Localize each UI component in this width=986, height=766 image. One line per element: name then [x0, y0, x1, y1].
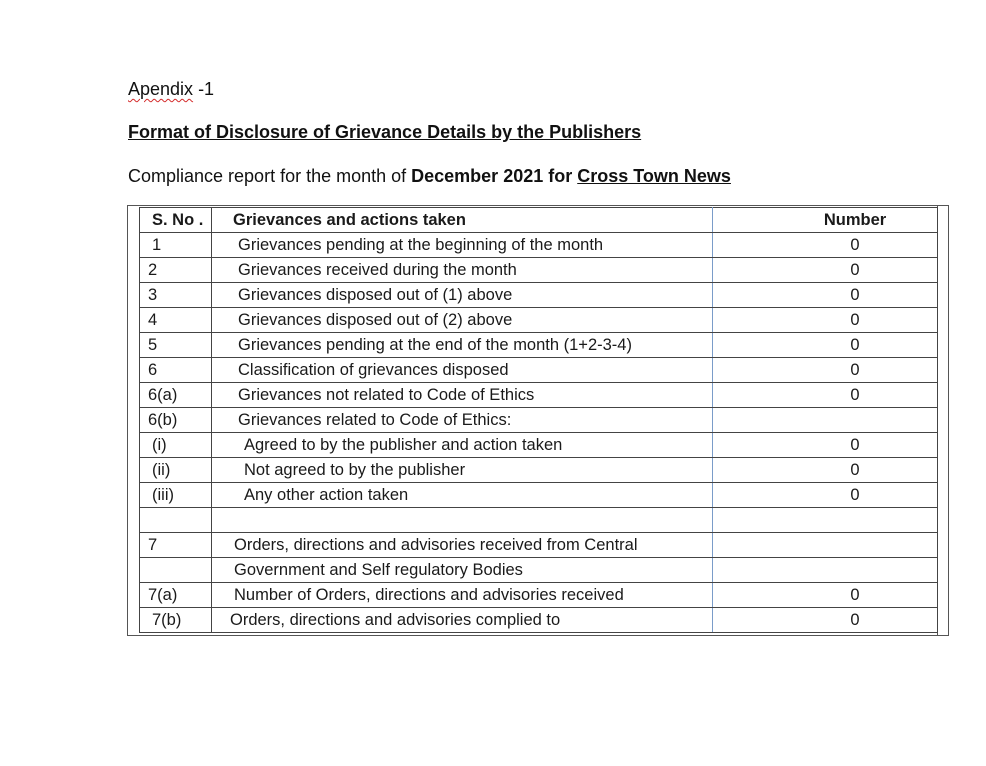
row-number — [713, 308, 938, 333]
table-row-empty — [140, 508, 938, 533]
row-sno: 7(b) — [140, 608, 212, 633]
table-row — [140, 308, 938, 333]
row-number — [713, 508, 938, 533]
row-sno: 2 — [140, 258, 212, 283]
row-sno: 5 — [140, 333, 212, 358]
row-desc — [212, 508, 713, 533]
row-number — [713, 233, 938, 258]
grievance-table — [139, 207, 938, 633]
row-number — [713, 358, 938, 383]
row-number-value: 0 — [850, 611, 860, 629]
table-row — [140, 533, 938, 558]
document-heading: Format of Disclosure of Grievance Details by the Publishers — [128, 122, 642, 142]
row-desc: Grievances received during the month — [212, 258, 713, 283]
row-number-value: 0 — [850, 486, 860, 504]
row-number-value: 0 — [850, 386, 860, 404]
table-row — [140, 483, 938, 508]
table-row — [140, 458, 938, 483]
row-number-value: 0 — [850, 361, 860, 379]
row-desc: Orders, directions and advisories received from Central — [212, 533, 713, 558]
row-number — [713, 283, 938, 308]
table-row — [140, 608, 938, 633]
row-desc: Grievances pending at the beginning of the month — [212, 233, 713, 258]
row-sno: 7(a) — [140, 583, 212, 608]
row-number — [713, 333, 938, 358]
row-number — [713, 583, 938, 608]
row-sno: 6 — [140, 358, 212, 383]
table-row — [140, 408, 938, 433]
row-desc: Orders, directions and advisories complied to — [212, 608, 713, 633]
table-row — [140, 558, 938, 583]
compliance-publisher: Cross Town News — [577, 166, 731, 186]
row-number-value: 0 — [850, 436, 860, 454]
table-row — [140, 233, 938, 258]
compliance-line — [128, 166, 731, 187]
compliance-month: December 2021 for — [411, 166, 578, 186]
row-desc: Grievances pending at the end of the month (1+2-3-4) — [212, 333, 713, 358]
table-row — [140, 258, 938, 283]
header-sno: S. No . — [140, 208, 212, 233]
row-number-value: 0 — [850, 286, 860, 304]
row-sno: (i) — [140, 433, 212, 458]
row-desc: Grievances related to Code of Ethics: — [212, 408, 713, 433]
appendix-label — [128, 79, 214, 100]
row-desc: Number of Orders, directions and advisories received — [212, 583, 713, 608]
compliance-prefix: Compliance report for the month of — [128, 166, 412, 186]
row-number — [713, 483, 938, 508]
row-number-value: 0 — [850, 261, 860, 279]
row-sno — [140, 508, 212, 533]
header-desc: Grievances and actions taken — [212, 208, 713, 233]
row-sno: 3 — [140, 283, 212, 308]
row-number — [713, 558, 938, 583]
table-header-row — [140, 208, 938, 233]
row-number — [713, 533, 938, 558]
row-number — [713, 458, 938, 483]
row-number — [713, 258, 938, 283]
row-desc: Government and Self regulatory Bodies — [212, 558, 713, 583]
table-row — [140, 583, 938, 608]
row-number — [713, 383, 938, 408]
table-row — [140, 358, 938, 383]
row-sno: 6(b) — [140, 408, 212, 433]
row-number-value: 0 — [850, 461, 860, 479]
row-desc: Grievances disposed out of (1) above — [212, 283, 713, 308]
header-number-text: Number — [823, 211, 887, 229]
row-desc: Not agreed to by the publisher — [212, 458, 713, 483]
row-sno: (ii) — [140, 458, 212, 483]
appendix-suffix: -1 — [193, 79, 215, 99]
header-number — [713, 208, 938, 233]
row-sno: 1 — [140, 233, 212, 258]
row-number-value: 0 — [850, 586, 860, 604]
table-row — [140, 433, 938, 458]
row-sno: 4 — [140, 308, 212, 333]
row-number — [713, 608, 938, 633]
row-sno: 7 — [140, 533, 212, 558]
row-sno: (iii) — [140, 483, 212, 508]
row-desc: Agreed to by the publisher and action taken — [212, 433, 713, 458]
appendix-word: Apendix — [128, 79, 194, 99]
row-sno — [140, 558, 212, 583]
row-desc: Grievances not related to Code of Ethics — [212, 383, 713, 408]
row-number — [713, 433, 938, 458]
table-row — [140, 383, 938, 408]
row-desc: Grievances disposed out of (2) above — [212, 308, 713, 333]
table-row — [140, 333, 938, 358]
row-number-value: 0 — [850, 336, 860, 354]
row-number — [713, 408, 938, 433]
row-number-value: 0 — [850, 311, 860, 329]
row-desc: Any other action taken — [212, 483, 713, 508]
row-desc: Classification of grievances disposed — [212, 358, 713, 383]
table-row — [140, 283, 938, 308]
row-sno: 6(a) — [140, 383, 212, 408]
row-number-value: 0 — [850, 236, 860, 254]
